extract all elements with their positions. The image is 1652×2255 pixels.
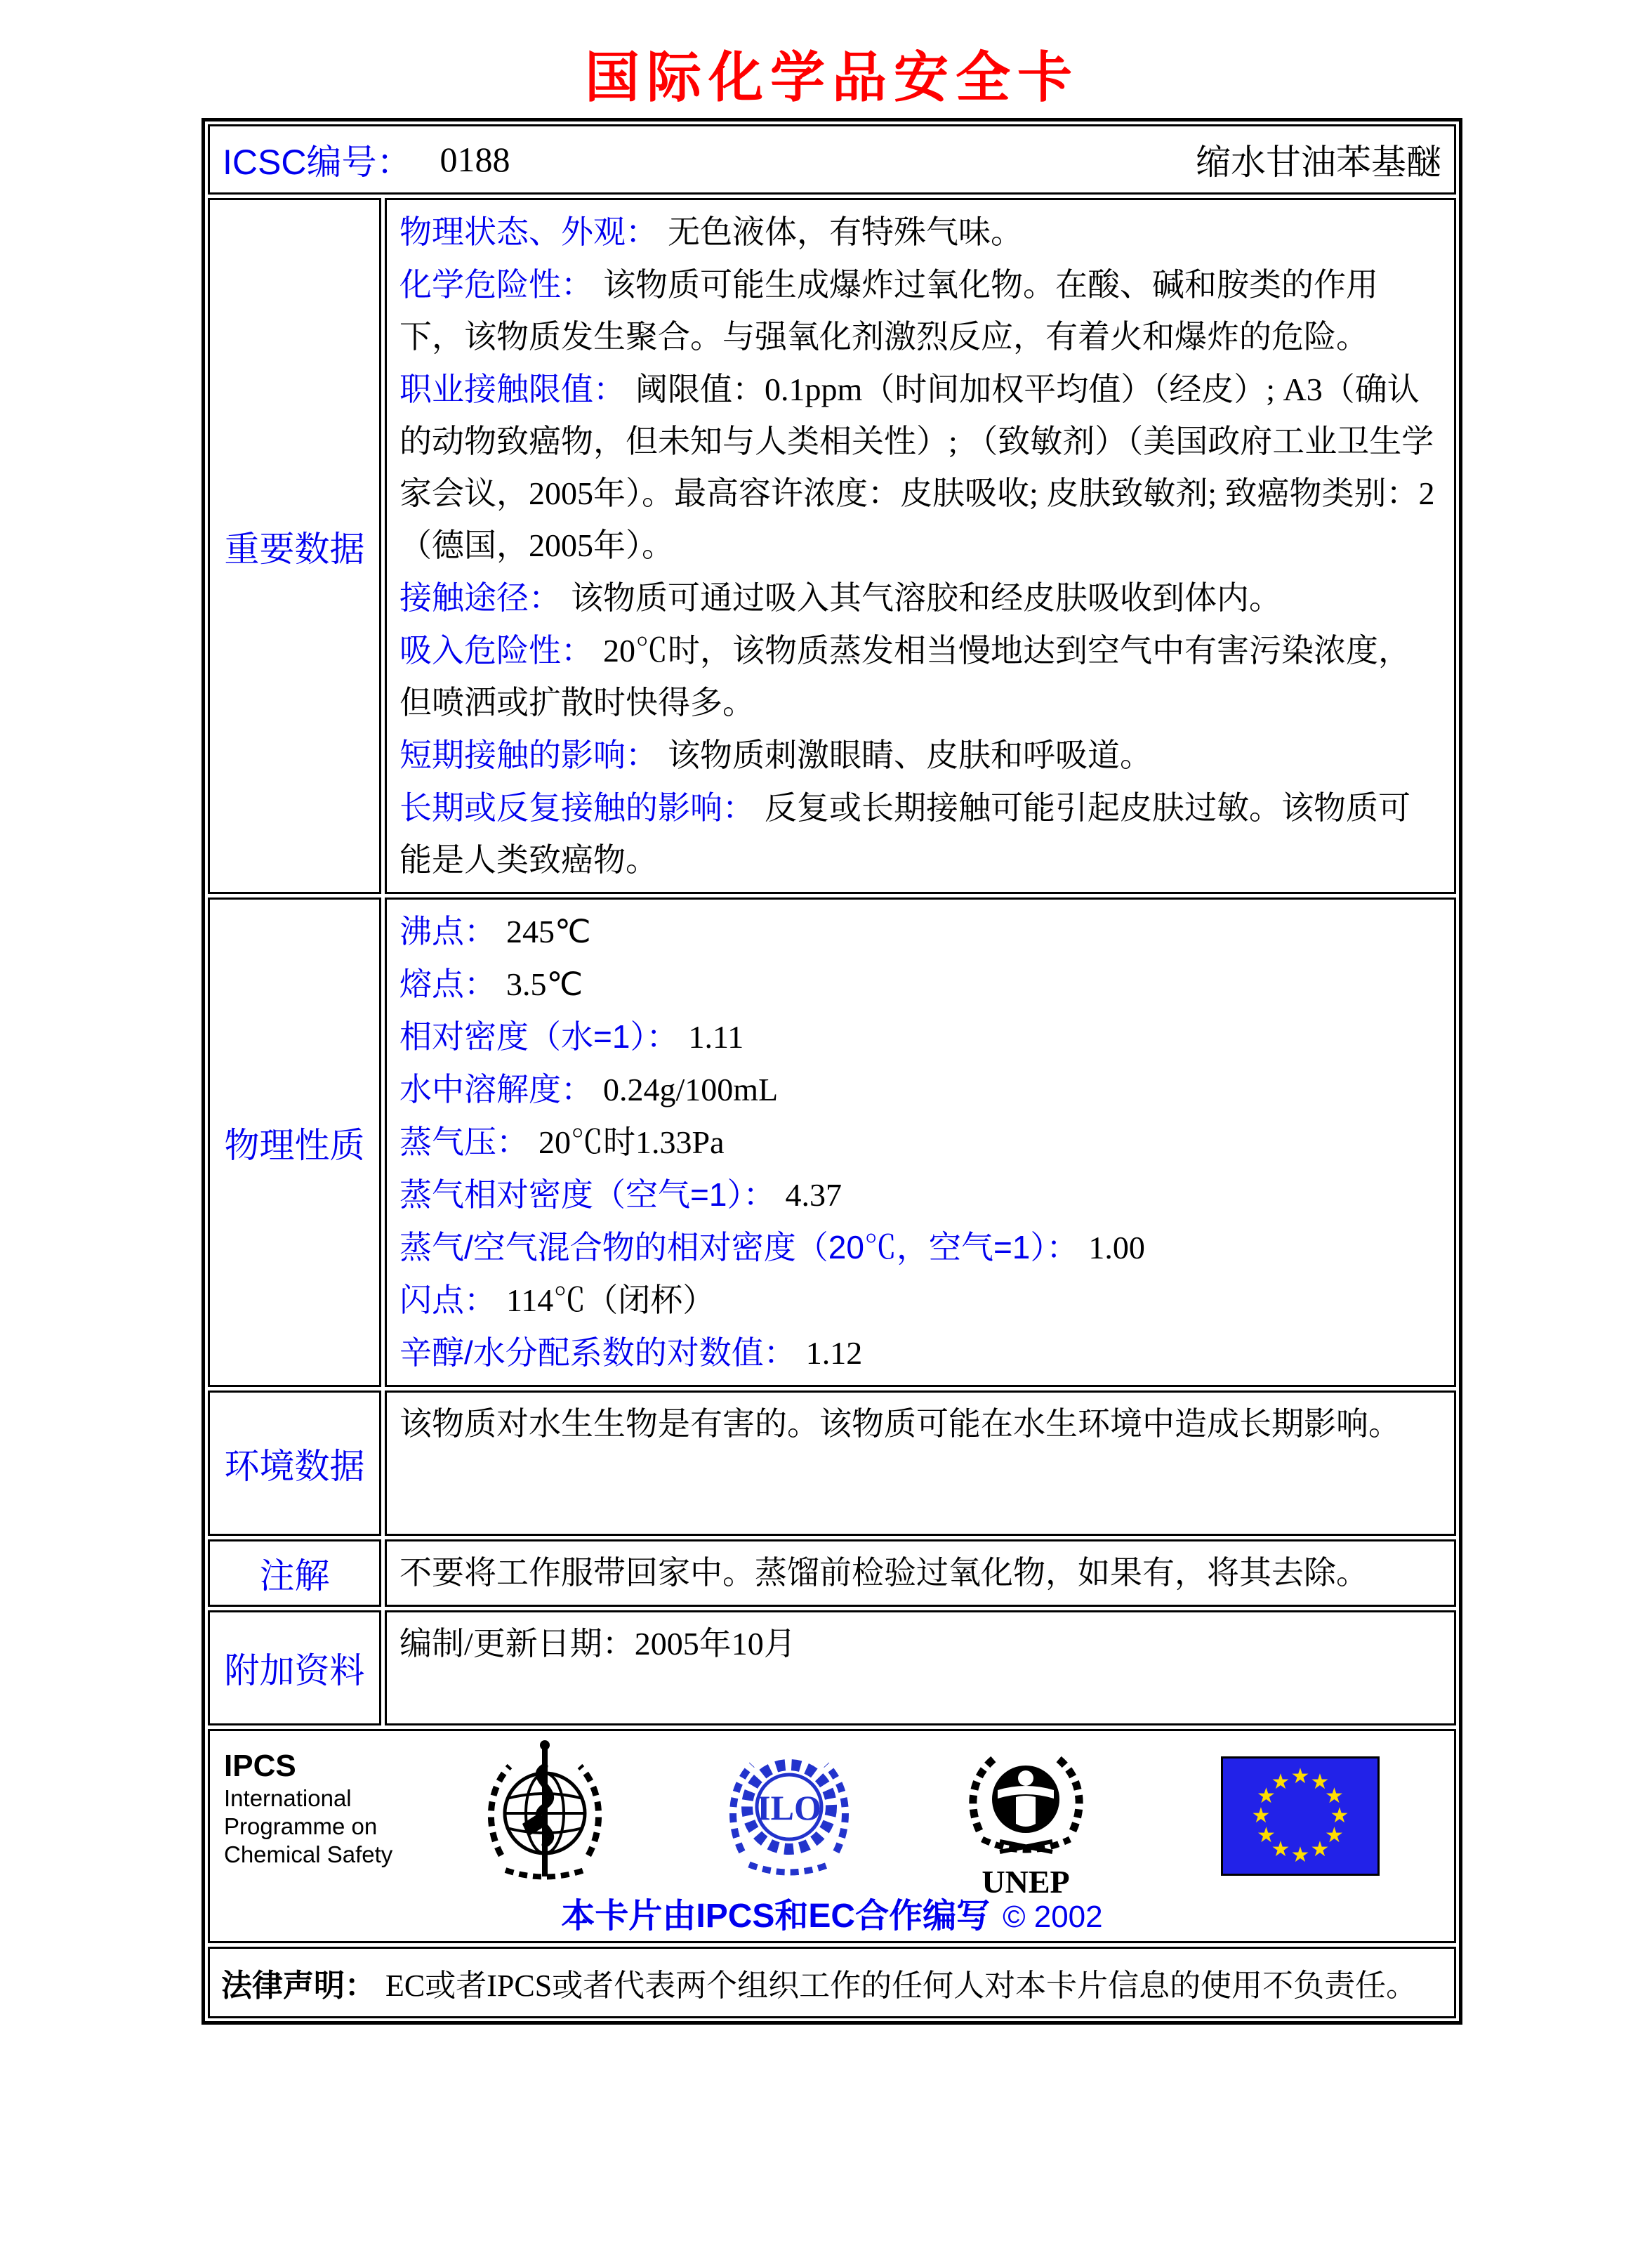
ilo-emblem-icon xyxy=(722,1740,856,1887)
legal-label: 法律声明： xyxy=(221,1968,376,2003)
physical-property: 蒸气/空气混合物的相对密度（20℃，空气=1）： 1.00 xyxy=(399,1229,1145,1265)
ipcs-title: IPCS xyxy=(224,1749,296,1783)
eu-star-icon: ★ xyxy=(1325,1823,1344,1848)
unep-emblem-icon xyxy=(961,1740,1091,1901)
notes-row-label: 注解 xyxy=(208,1539,381,1607)
physical-properties-content xyxy=(385,898,1456,1387)
important-data-item: 接触途径： 该物质可通过吸入其气溶胶和经皮肤吸收到体内。 xyxy=(399,579,1281,616)
icsc-number-label: ICSC编号： xyxy=(223,143,412,182)
footer-logos-row xyxy=(208,1729,1456,1943)
legal-text: EC或者IPCS或者代表两个组织工作的任何人对本卡片信息的使用不负责任。 xyxy=(385,1968,1418,2003)
ipcs-subtitle-line: Programme on xyxy=(224,1813,378,1839)
eu-star-icon: ★ xyxy=(1330,1803,1349,1828)
eu-star-icon: ★ xyxy=(1257,1784,1276,1808)
eu-flag-icon xyxy=(1221,1756,1380,1876)
important-data-item: 化学危险性： 该物质可能生成爆炸过氧化物。在酸、碱和胺类的作用下，该物质发生聚合。与强氧化剂激烈反应，有着火和爆炸的危险。 xyxy=(399,266,1378,355)
eu-star-icon: ★ xyxy=(1290,1843,1310,1867)
additional-info-content: 编制/更新日期：2005年10月 xyxy=(385,1610,1456,1725)
icsc-number-group xyxy=(223,134,510,185)
copyright-text: © 2002 xyxy=(1003,1900,1103,1934)
physical-property: 相对密度（水=1）： 1.11 xyxy=(399,1018,744,1055)
ipcs-subtitle-line: International xyxy=(224,1785,352,1811)
important-data-row-label: 重要数据 xyxy=(208,198,381,894)
eu-star-icon: ★ xyxy=(1310,1837,1330,1862)
credit-text: 本卡片由IPCS和EC合作编写 xyxy=(561,1898,991,1935)
important-data-item: 长期或反复接触的影响： 反复或长期接触可能引起皮肤过敏。该物质可能是人类致癌物。 xyxy=(399,789,1410,878)
footer-cell xyxy=(208,1729,1456,1943)
legal-cell xyxy=(208,1947,1456,2018)
important-data-item: 短期接触的影响： 该物质刺激眼睛、皮肤和呼吸道。 xyxy=(399,737,1152,773)
credit-line xyxy=(210,1888,1454,1937)
eu-star-icon: ★ xyxy=(1251,1803,1271,1828)
unep-letters: UNEP xyxy=(982,1864,1070,1900)
notes-row xyxy=(208,1539,1456,1607)
eu-star-icon: ★ xyxy=(1271,1769,1290,1794)
header-row xyxy=(208,124,1456,195)
important-data-item: 吸入危险性： 20℃时，该物质蒸发相当慢地达到空气中有害污染浓度，但喷洒或扩散时快得多。 xyxy=(399,632,1410,721)
additional-info-row xyxy=(208,1610,1456,1725)
safety-card-table xyxy=(201,118,1462,2025)
ipcs-subtitle-line: Chemical Safety xyxy=(224,1841,393,1867)
physical-property: 蒸气相对密度（空气=1）： 4.37 xyxy=(399,1176,842,1213)
physical-property: 辛醇/水分配系数的对数值： 1.12 xyxy=(399,1334,863,1371)
additional-info-row-label: 附加资料 xyxy=(208,1610,381,1725)
environmental-data-content: 该物质对水生生物是有害的。该物质可能在水生环境中造成长期影响。 xyxy=(385,1391,1456,1536)
icsc-number-value: 0188 xyxy=(440,140,510,179)
header-cell xyxy=(208,124,1456,195)
page-title: 国际化学品安全卡 xyxy=(584,47,1079,108)
physical-properties-row-label: 物理性质 xyxy=(208,898,381,1387)
eu-star-icon: ★ xyxy=(1257,1823,1276,1848)
important-data-content xyxy=(385,198,1456,894)
physical-properties-row xyxy=(208,898,1456,1387)
physical-property: 熔点： 3.5℃ xyxy=(399,966,583,1002)
eu-star-icon: ★ xyxy=(1290,1764,1310,1789)
ipcs-text-block xyxy=(224,1748,407,1869)
logo-strip xyxy=(210,1738,1454,1900)
physical-property: 沸点： 245℃ xyxy=(399,913,591,949)
eu-star-icon: ★ xyxy=(1310,1769,1330,1794)
legal-row xyxy=(208,1947,1456,2018)
eu-star-icon: ★ xyxy=(1325,1784,1344,1808)
environmental-data-row-label: 环境数据 xyxy=(208,1391,381,1536)
physical-property: 蒸气压： 20℃时1.33Pa xyxy=(399,1124,725,1160)
important-data-item: 物理状态、外观： 无色液体，有特殊气味。 xyxy=(399,213,1023,250)
notes-content: 不要将工作服带回家中。蒸馏前检验过氧化物，如果有，将其去除。 xyxy=(385,1539,1456,1607)
important-data-row xyxy=(208,198,1456,894)
who-emblem-icon xyxy=(480,1740,610,1887)
chemical-name: 缩水甘油苯基醚 xyxy=(1196,143,1441,182)
important-data-item: 职业接触限值： 阈限值：0.1ppm（时间加权平均值）（经皮）; A3（确认的动物致癌物，但未知与人类相关性）; （致敏剂）（美国政府工业卫生学家会议，2005年）。最高容许浓度：皮肤吸收; 皮肤致敏剂; 致癌物类别：2（德国，2005年）。 xyxy=(399,371,1435,563)
environmental-data-row xyxy=(208,1391,1456,1536)
physical-property: 闪点： 114℃（闭杯） xyxy=(399,1282,715,1318)
physical-property: 水中溶解度： 0.24g/100mL xyxy=(399,1071,779,1107)
eu-star-icon: ★ xyxy=(1271,1837,1290,1862)
ilo-letters: ILO xyxy=(757,1788,821,1827)
